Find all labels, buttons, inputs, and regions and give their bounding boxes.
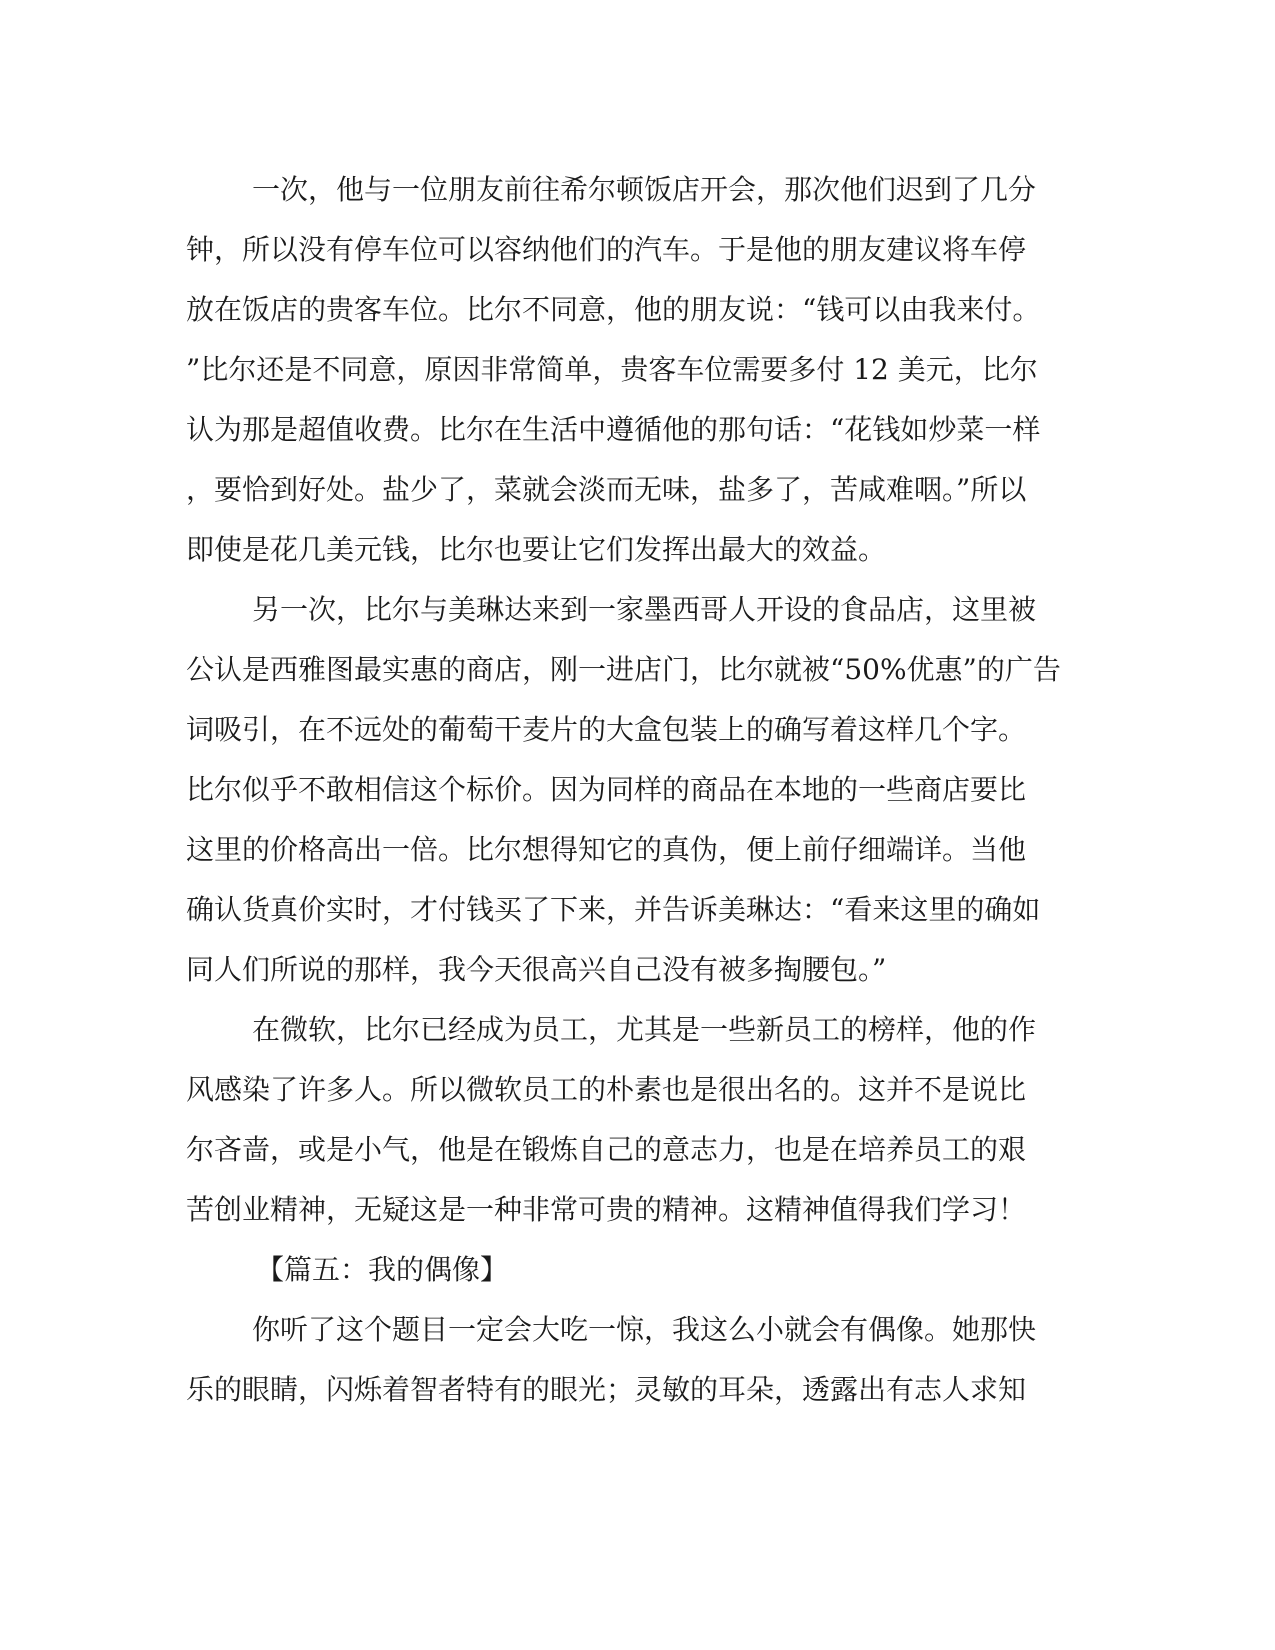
text-line: 风感染了许多人。所以微软员工的朴素也是很出名的。这并不是说比: [186, 1073, 1027, 1106]
paragraph-1: [186, 160, 1066, 580]
text-line: 苦创业精神，无疑这是一种非常可贵的精神。这精神值得我们学习！: [186, 1193, 1027, 1226]
text-line: 在微软，比尔已经成为员工，尤其是一些新员工的榜样，他的作: [252, 1013, 1037, 1046]
text-line: 公认是西雅图最实惠的商店，刚一进店门，比尔就被“50%优惠”的广告: [186, 653, 1061, 686]
text-line: 确认货真价实时，才付钱买了下来，并告诉美琳达：“看来这里的确如: [186, 893, 1041, 926]
text-line: 另一次，比尔与美琳达来到一家墨西哥人开设的食品店，这里被: [252, 593, 1037, 626]
paragraph-4: [186, 1300, 1066, 1420]
text-line: 你听了这个题目一定会大吃一惊，我这么小就会有偶像。她那快: [252, 1313, 1037, 1346]
text-line: 尔吝啬，或是小气，他是在锻炼自己的意志力，也是在培养员工的艰: [186, 1133, 1027, 1166]
text-line: 同人们所说的那样，我今天很高兴自己没有被多掏腰包。”: [186, 953, 887, 986]
text-line: 放在饭店的贵客车位。比尔不同意，他的朋友说：“钱可以由我来付。: [186, 293, 1041, 326]
text-line: ，要恰到好处。盐少了，菜就会淡而无味，盐多了，苦咸难咽。”所以: [186, 473, 1027, 506]
text-line: 这里的价格高出一倍。比尔想得知它的真伪，便上前仔细端详。当他: [186, 833, 1027, 866]
paragraph-2: [186, 580, 1066, 1000]
document-body: [186, 160, 1066, 1420]
text-line: 即使是花几美元钱，比尔也要让它们发挥出最大的效益。: [186, 533, 887, 566]
text-line: 乐的眼睛，闪烁着智者特有的眼光；灵敏的耳朵，透露出有志人求知: [186, 1373, 1027, 1406]
text-line: 钟，所以没有停车位可以容纳他们的汽车。于是他的朋友建议将车停: [186, 233, 1027, 266]
text-line: ”比尔还是不同意，原因非常简单，贵客车位需要多付 12 美元，比尔: [186, 353, 1038, 386]
text-line: 认为那是超值收费。比尔在生活中遵循他的那句话：“花钱如炒菜一样: [186, 413, 1041, 446]
text-line: 比尔似乎不敢相信这个标价。因为同样的商品在本地的一些商店要比: [186, 773, 1027, 806]
text-line: 一次，他与一位朋友前往希尔顿饭店开会，那次他们迟到了几分: [252, 173, 1037, 206]
paragraph-3: [186, 1000, 1066, 1240]
section-heading: 【篇五：我的偶像】: [256, 1253, 509, 1286]
text-line: 词吸引，在不远处的葡萄干麦片的大盒包装上的确写着这样几个字。: [186, 713, 1027, 746]
